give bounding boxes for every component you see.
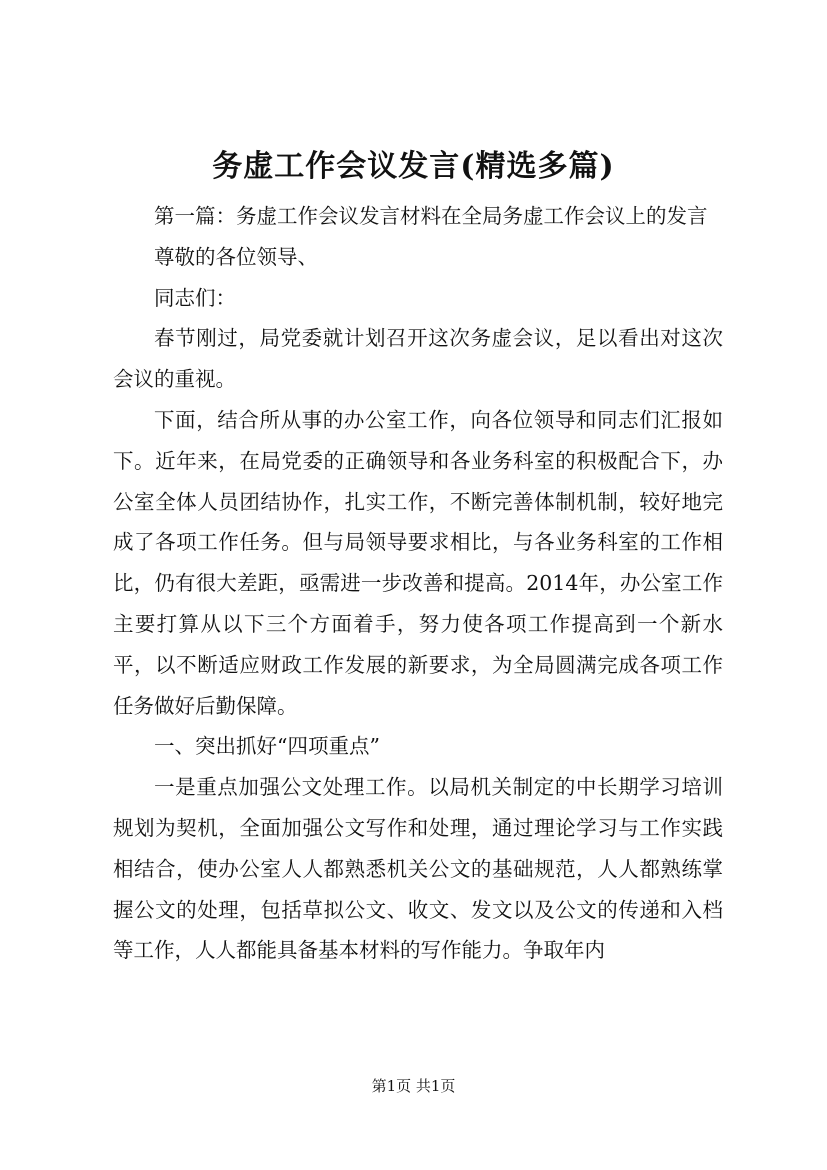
document-body <box>113 196 723 971</box>
page-footer: 第1页 共1页 <box>371 1077 456 1095</box>
paragraph-intro: 春节刚过，局党委就计划召开这次务虚会议，足以看出对这次会议的重视。 <box>113 326 723 392</box>
paragraph-section-heading: 一、突出抓好“四项重点” <box>154 734 380 759</box>
paragraph-report: 下面，结合所从事的办公室工作，向各位领导和同志们汇报如下。近年来，在局党委的正确领导和各业务科室的积极配合下，办公室全体人员团结协作，扎实工作，不断完善体制机制，较好地完成了各项工作任务。但与局领导要求相比，与各业务科室的工作相比，仍有很大差距，亟需进一步改善和提高。2014年，办公室工作主要打算从以下三个方面着手，努力使各项工作提高到一个新水平，以不断适应财政工作发展的新要求，为全局圆满完成各项工作任务做好后勤保障。 <box>113 407 723 718</box>
paragraph-salutation-2: 同志们： <box>154 285 236 310</box>
paragraph-heading: 第一篇：务虚工作会议发言材料在全局务虚工作会议上的发言 <box>154 204 708 228</box>
document-title: 务虚工作会议发言(精选多篇) <box>212 149 615 184</box>
paragraph-salutation: 尊敬的各位领导、 <box>154 244 318 269</box>
paragraph-point-one: 一是重点加强公文处理工作。以局机关制定的中长期学习培训规划为契机，全面加强公文写作和处理，通过理论学习与工作实践相结合，使办公室人人都熟悉机关公文的基础规范，人人都熟练掌握公文的处理，包括草拟公文、收文、发文以及公文的传递和入档等工作，人人都能具备基本材料的写作能力。争取年内 <box>113 775 723 963</box>
